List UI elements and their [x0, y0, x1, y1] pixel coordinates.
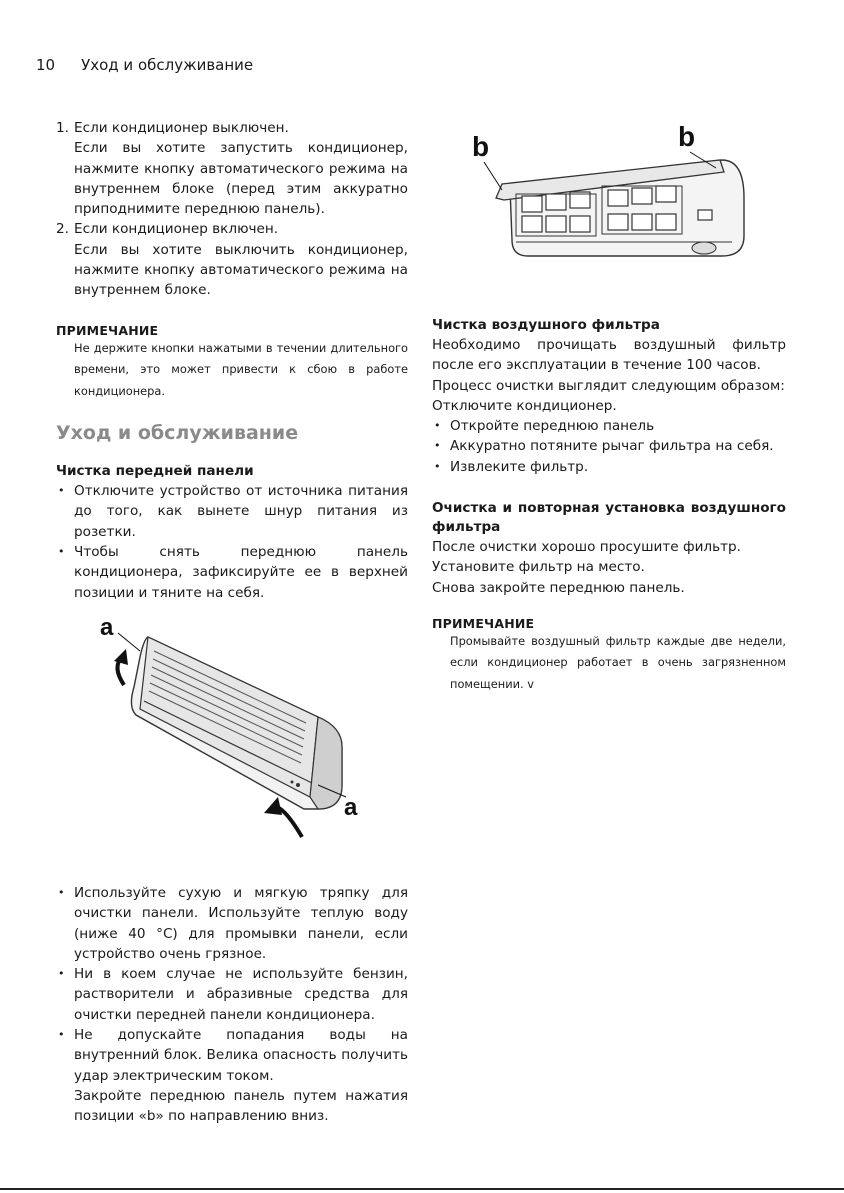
list-item: • Извлеките фильтр.	[432, 457, 786, 477]
list-item: • Откройте переднюю панель	[432, 416, 786, 436]
left-column	[56, 118, 408, 1127]
filter-process: Процесс очистки выглядит следующим образом:	[432, 377, 785, 394]
list-item: • Отключите устройство от источника питания до того, как вынете шнур питания из розетки.	[56, 481, 408, 542]
list-item: • Ни в коем случае не используйте бензин, растворители и абразивные средства для очистки передней панели кондиционера.	[56, 964, 408, 1025]
filter-intro: Необходимо прочищать воздушный фильтр после его эксплуатации в течение 100 часов.	[432, 337, 786, 374]
step-condition: Если кондиционер выключен.	[74, 120, 289, 136]
care-list	[56, 883, 408, 1086]
step-item	[56, 118, 408, 219]
filter-steps-list	[432, 416, 786, 477]
list-item: • Используйте сухую и мягкую тряпку для очистки панели. Используйте теплую воду (ниже 40 °C) для промывки панели, если устройство очень грязное.	[56, 883, 408, 964]
note-text: Промывайте воздушный фильтр каждые две недели, если кондиционер работает в очень загрязненном помещении. v	[450, 633, 786, 691]
page-bottom-rule	[0, 1188, 844, 1190]
step-marker: 2.	[56, 221, 69, 238]
ac-unit-filter-figure	[432, 118, 786, 278]
figure-label-b-right: b	[678, 121, 696, 152]
note-heading: ПРИМЕЧАНИЕ	[432, 615, 535, 631]
reinstall-line: Установите фильтр на место.	[432, 559, 645, 576]
front-panel-list	[56, 481, 408, 603]
step-condition: Если кондиционер включен.	[74, 221, 279, 238]
reinstall-line: Снова закройте переднюю панель.	[432, 579, 685, 596]
section-title: Уход и обслуживание	[56, 422, 299, 445]
note-text: Не держите кнопки нажатыми в течении длительного времени, это может привести к сбою в работе кондиционера.	[74, 340, 408, 398]
front-panel-heading: Чистка передней панели	[56, 463, 254, 480]
closing-text: Закройте переднюю панель путем нажатия позиции «b» по направлению вниз.	[74, 1087, 408, 1125]
filter-heading: Чистка воздушного фильтра	[432, 317, 660, 333]
right-column	[432, 118, 786, 695]
step-instruction: Если вы хотите выключить кондиционер, нажмите кнопку автоматического режима на внутреннем блоке.	[74, 241, 408, 299]
header-title: Уход и обслуживание	[81, 56, 254, 74]
note-heading: ПРИМЕЧАНИЕ	[56, 322, 159, 338]
reinstall-heading: Очистка и повторная установка воздушного фильтра	[432, 500, 786, 536]
list-item: • Не допускайте попадания воды на внутренний блок. Велика опасность получить удар электрическим током.	[56, 1025, 408, 1086]
ac-unit-front-panel-figure	[56, 617, 408, 857]
figure-label-a-top: a	[100, 616, 114, 641]
page-header	[36, 56, 253, 74]
figure-label-b-left: b	[472, 131, 490, 162]
steps-list	[56, 118, 408, 301]
list-item: • Аккуратно потяните рычаг фильтра на себя.	[432, 436, 786, 456]
page-number: 10	[36, 56, 56, 74]
figure-label-a-bottom: a	[344, 793, 358, 821]
step-item	[56, 219, 408, 300]
step-marker: 1.	[56, 120, 69, 136]
reinstall-line: После очистки хорошо просушите фильтр.	[432, 539, 741, 556]
filter-off: Отключите кондиционер.	[432, 397, 617, 414]
step-instruction: Если вы хотите запустить кондиционер, нажмите кнопку автоматического режима на внутреннем блоке (перед этим аккуратно приподнимите переднюю панель).	[74, 140, 408, 218]
list-item: • Чтобы снять переднюю панель кондиционера, зафиксируйте ее в верхней позиции и тяните на себя.	[56, 542, 408, 603]
